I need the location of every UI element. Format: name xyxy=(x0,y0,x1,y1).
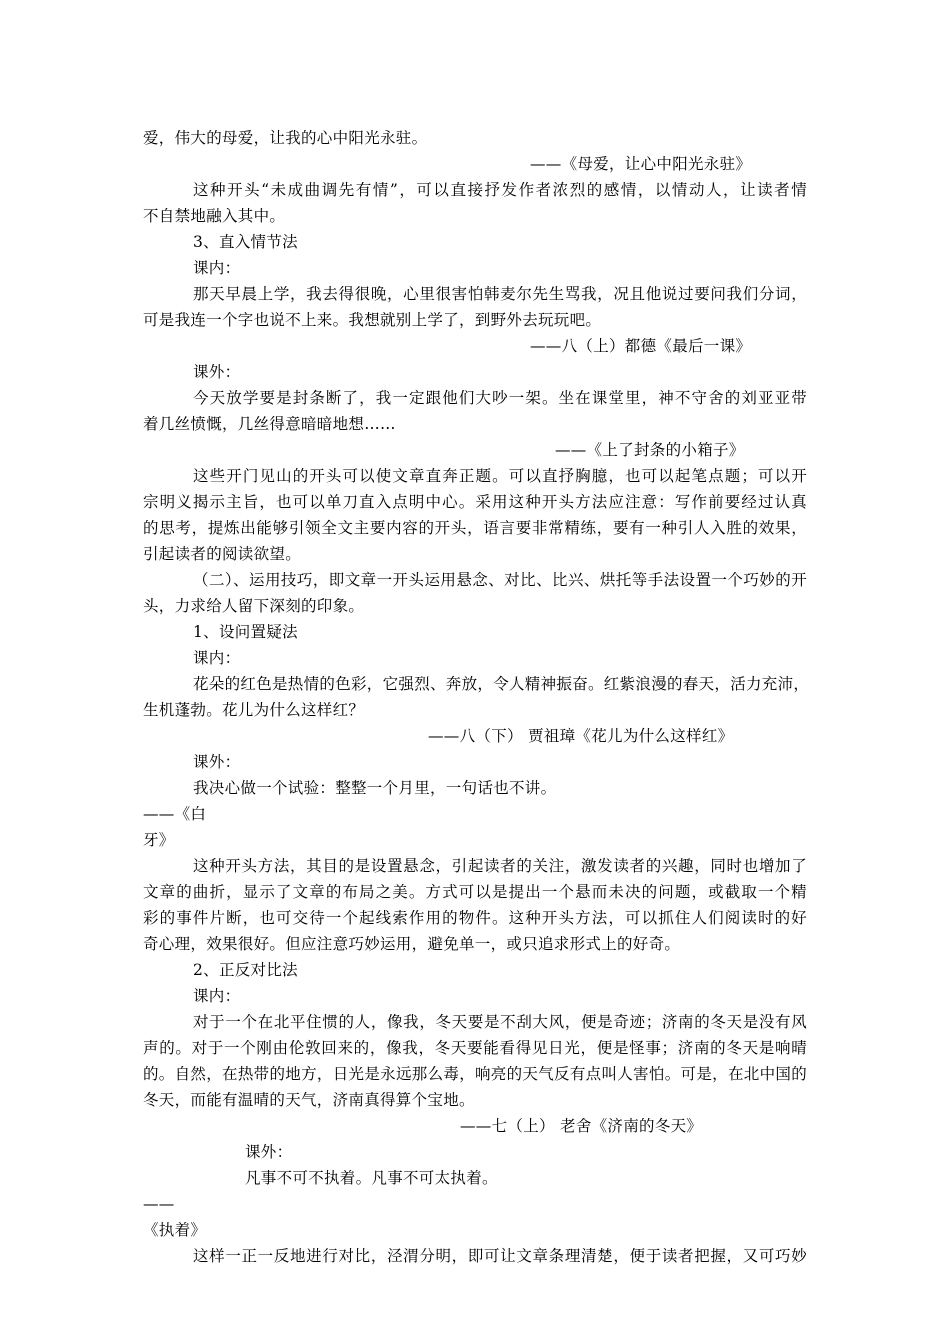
text-line: 今天放学要是封条断了，我一定跟他们大吵一架。坐在课堂里，神不守舍的刘亚亚带 xyxy=(193,389,807,407)
citation: ——八（上）都德《最后一课》 xyxy=(530,337,752,355)
text-line: 文章的曲折，显示了文章的布局之美。方式可以是提出一个悬而未决的问题，或截取一个精 xyxy=(143,883,807,901)
label-extracurricular: 课外： xyxy=(193,753,241,771)
text-line: 声的。对于一个刚由伦敦回来的，像我，冬天要能看得见日光，便是怪事；济南的冬天是响晴 xyxy=(143,1039,807,1057)
citation-continued: 《执着》 xyxy=(143,1221,207,1239)
text-line: 花朵的红色是热情的色彩，它强烈、奔放，令人精神振奋。红紫浪漫的春天，活力充沛， xyxy=(193,675,810,693)
text-line: 头，力求给人留下深刻的印象。 xyxy=(143,597,365,615)
text-line: 这些开门见山的开头可以使文章直奔正题。可以直抒胸臆，也可以起笔点题；可以开 xyxy=(193,467,807,485)
label-extracurricular: 课外： xyxy=(245,1143,293,1161)
text-line: 可是我连一个字也说不上来。我想就别上学了，到野外去玩玩吧。 xyxy=(143,311,602,329)
text-line: 的思考，提炼出能够引领全文主要内容的开头，语言要非常精练，要有一种引人入胜的效果， xyxy=(143,519,807,537)
text-line: 我决心做一个试验：整整一个月里，一句话也不讲。 xyxy=(193,779,557,797)
text-line: 冬天，而能有温晴的天气，济南真得算个宝地。 xyxy=(143,1091,475,1109)
section-heading: 2、正反对比法 xyxy=(193,961,298,979)
text-line: 彩的事件片断，也可交待一个起线索作用的物件。这种开头方法，可以抓住人们阅读时的好 xyxy=(143,909,807,927)
text-line: 着几丝愤慨，几丝得意暗暗地想…… xyxy=(143,415,396,433)
citation: ——七（上） 老舍《济南的冬天》 xyxy=(460,1117,703,1135)
text-line: 生机蓬勃。花儿为什么这样红？ xyxy=(143,701,365,719)
text-line: 这种开头“未成曲调先有情”，可以直接抒发作者浓烈的感情，以情动人，让读者情 xyxy=(193,181,807,199)
text-line: 的。自然，在热带的地方，日光是永远那么毒，响亮的天气反有点叫人害怕。可是，在北中国的 xyxy=(143,1065,807,1083)
text-line: 引起读者的阅读欲望。 xyxy=(143,545,302,563)
text-line: 对于一个在北平住惯的人，像我，冬天要是不刮大风，便是奇迹；济南的冬天是没有风 xyxy=(193,1013,807,1031)
text-line: （二）、运用技巧，即文章一开头运用悬念、对比、比兴、烘托等手法设置一个巧妙的开 xyxy=(193,571,807,589)
label-in-class: 课内： xyxy=(193,259,241,277)
citation: ——《母爱，让心中阳光永驻》 xyxy=(530,155,752,173)
text-line: 不自禁地融入其中。 xyxy=(143,207,286,225)
citation: ——八（下） 贾祖璋《花儿为什么这样红》 xyxy=(428,727,734,745)
citation-continued: 牙》 xyxy=(143,831,175,849)
text-line: 爱，伟大的母爱，让我的心中阳光永驻。 xyxy=(143,129,428,147)
citation: ——《白 xyxy=(143,805,207,823)
citation: ——《上了封条的小箱子》 xyxy=(555,441,745,459)
text-line: 那天早晨上学，我去得很晚，心里很害怕韩麦尔先生骂我，况且他说过要问我们分词， xyxy=(193,285,807,303)
citation: —— xyxy=(143,1195,175,1213)
text-line: 宗明义揭示主旨，也可以单刀直入点明中心。采用这种开头方法应注意：写作前要经过认真 xyxy=(143,493,807,511)
label-in-class: 课内： xyxy=(193,987,241,1005)
label-extracurricular: 课外： xyxy=(193,363,241,381)
text-line: 这样一正一反地进行对比，泾渭分明，即可让文章条理清楚，便于读者把握，又可巧妙 xyxy=(193,1247,807,1265)
text-line: 这种开头方法，其目的是设置悬念，引起读者的关注，激发读者的兴趣，同时也增加了 xyxy=(193,857,807,875)
label-in-class: 课内： xyxy=(193,649,241,667)
section-heading: 3、直入情节法 xyxy=(193,233,298,251)
text-line: 凡事不可不执着。凡事不可太执着。 xyxy=(245,1169,498,1187)
section-heading: 1、设问置疑法 xyxy=(193,623,298,641)
text-line: 奇心理，效果很好。但应注意巧妙运用，避免单一，或只追求形式上的好奇。 xyxy=(143,935,681,953)
